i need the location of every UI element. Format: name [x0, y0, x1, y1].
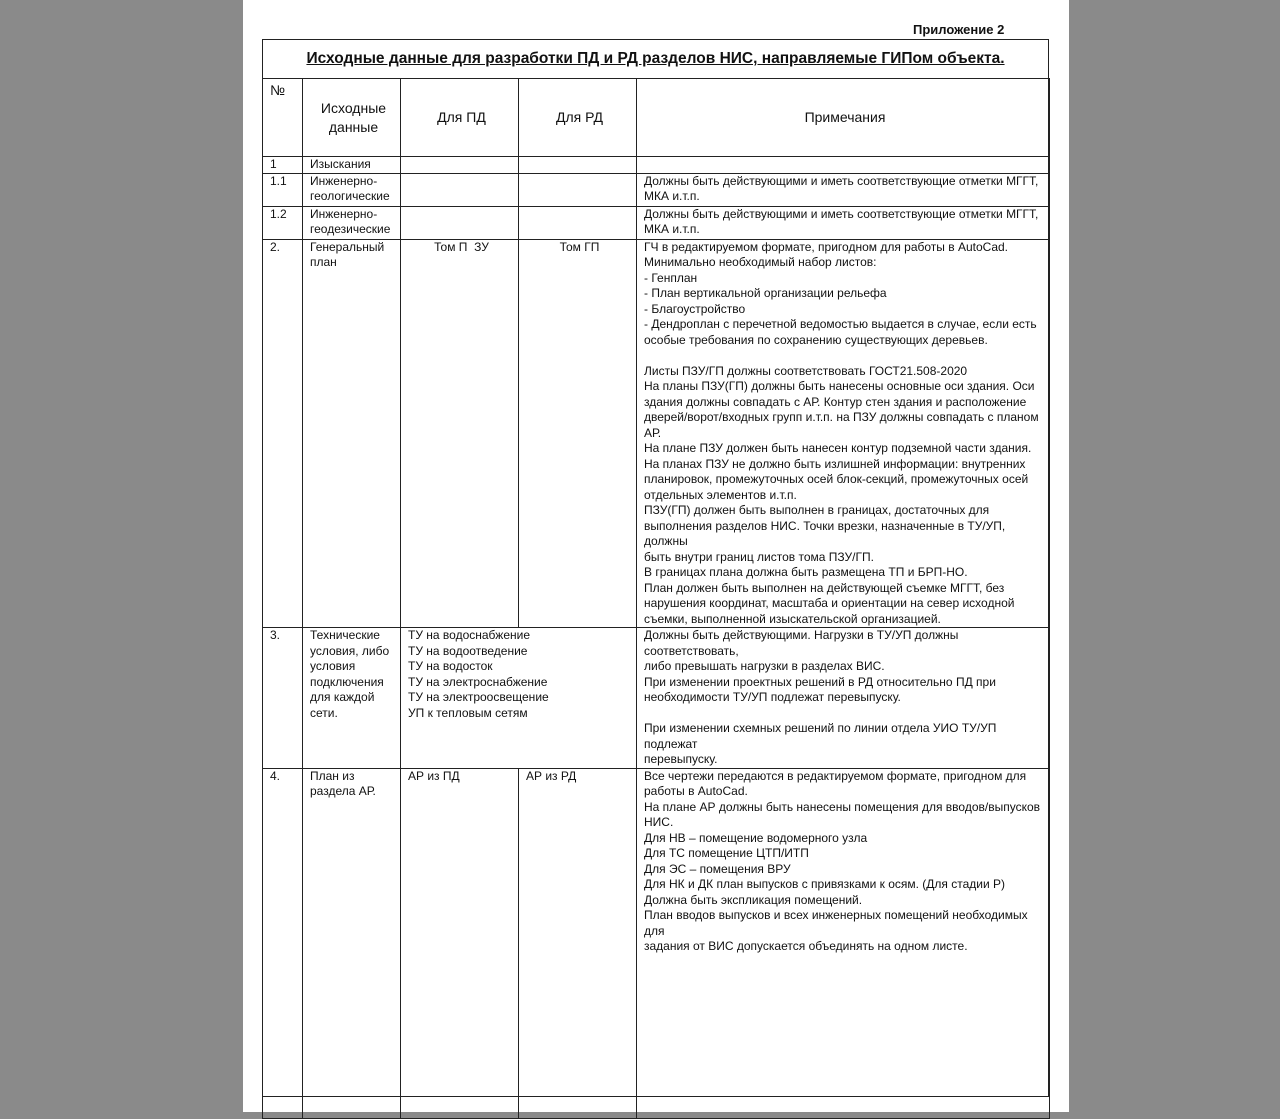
row-num: 4.: [263, 768, 303, 1118]
row-source: Изыскания: [303, 157, 401, 174]
row-rd: Том ГП: [519, 239, 637, 628]
row-num: 2.: [263, 239, 303, 628]
row-notes: Должны быть действующими и иметь соответствующие отметки МГГТ, МКА и.т.п.: [637, 206, 1050, 239]
appendix-label: Приложение 2: [913, 22, 1005, 37]
header-source: Исходные данные: [303, 79, 401, 157]
row-notes: Должны быть действующими и иметь соответствующие отметки МГГТ, МКА и.т.п.: [637, 173, 1050, 206]
row-num: 1: [263, 157, 303, 174]
header-notes: Примечания: [637, 79, 1050, 157]
row-notes: Должны быть действующими. Нагрузки в ТУ/УП должны соответствовать, либо превышать нагрузки в разделах ВИС. При изменении проектных решений в РД относительно ПД при необходимости ТУ/УП подлежат перевыпуску. При изменении схемных решений по линии отдела УИО ТУ/УП подлежат перевыпуску.: [637, 628, 1050, 769]
row-num: 3.: [263, 628, 303, 769]
row-source: Инженерно- геодезические: [303, 206, 401, 239]
table-row: [263, 173, 1050, 206]
row-rd: АР из РД: [519, 768, 637, 1118]
document-frame: [262, 39, 1049, 1097]
table-row: [263, 628, 1050, 769]
row-notes: Все чертежи передаются в редактируемом формате, пригодном для работы в AutoCad. На плане АР должны быть нанесены помещения для вводов/выпусков НИС. Для НВ – помещение водомерного узла Для ТС помещение ЦТП/ИТП Для ЭС – помещения ВРУ Для НК и ДК план выпусков с привязками к осям. (Для стадии Р) Должна быть экспликация помещений. План вводов выпусков и всех инженерных помещений необходимых для задания от ВИС допускается объединять на одном листе.: [637, 768, 1050, 1118]
row-source: План из раздела АР.: [303, 768, 401, 1118]
row-notes: ГЧ в редактируемом формате, пригодном для работы в AutoCad. Минимально необходимый набор листов: - Генплан - План вертикальной организации рельефа - Благоустройство - Дендроплан с перечетной ведомостью выдается в случае, если есть особые требования по сохранению существующих деревьев. Листы ПЗУ/ГП должны соответствовать ГОСТ21.508-2020 На планы ПЗУ(ГП) должны быть нанесены основные оси здания. Оси здания должны совпадать с АР. Контур стен здания и расположение дверей/ворот/входных групп и.т.п. на ПЗУ должны совпадать с планом АР. На плане ПЗУ должен быть нанесен контур подземной части здания. На планах ПЗУ не должно быть излишней информации: внутренних планировок, промежуточных осей блок-секций, промежуточных осей отдельных элементов и.т.п. ПЗУ(ГП) должен быть выполнен в границах, достаточных для выполнения разделов НИС. Точки врезки, назначенные в ТУ/УП, должны быть внутри границ листов тома ПЗУ/ГП. В границах плана должна быть размещена ТП и БРП-НО. План должен быть выполнен на действующей съемке МГГТ, без нарушения координат, масштаба и ориентации на север исходной съемки, выполненной изыскательской организацией.: [637, 239, 1050, 628]
source-data-table: [262, 78, 1050, 1119]
row-source: Технические условия, либо условия подключения для каждой сети.: [303, 628, 401, 769]
row-num: 1.1: [263, 173, 303, 206]
row-pd: [401, 157, 519, 174]
table-row: [263, 206, 1050, 239]
table-header-row: [263, 79, 1050, 157]
row-pd: [401, 206, 519, 239]
table-row: [263, 157, 1050, 174]
row-notes: [637, 157, 1050, 174]
document-page: [243, 0, 1069, 1112]
table-row: [263, 239, 1050, 628]
row-num: 1.2: [263, 206, 303, 239]
header-pd: Для ПД: [401, 79, 519, 157]
document-title: Исходные данные для разработки ПД и РД разделов НИС, направляемые ГИПом объекта.: [306, 50, 1005, 67]
header-num: №: [263, 79, 303, 157]
row-pd: АР из ПД: [401, 768, 519, 1118]
row-source: Инженерно- геологические: [303, 173, 401, 206]
row-rd: [519, 206, 637, 239]
row-rd: [519, 157, 637, 174]
row-rd: [519, 173, 637, 206]
table-row: [263, 768, 1050, 1118]
row-pd: Том П ЗУ: [401, 239, 519, 628]
row-source: Генеральный план: [303, 239, 401, 628]
row-pd: [401, 173, 519, 206]
header-rd: Для РД: [519, 79, 637, 157]
row-pd-rd: ТУ на водоснабжение ТУ на водоотведение ТУ на водосток ТУ на электроснабжение ТУ на электроосвещение УП к тепловым сетям: [401, 628, 637, 769]
